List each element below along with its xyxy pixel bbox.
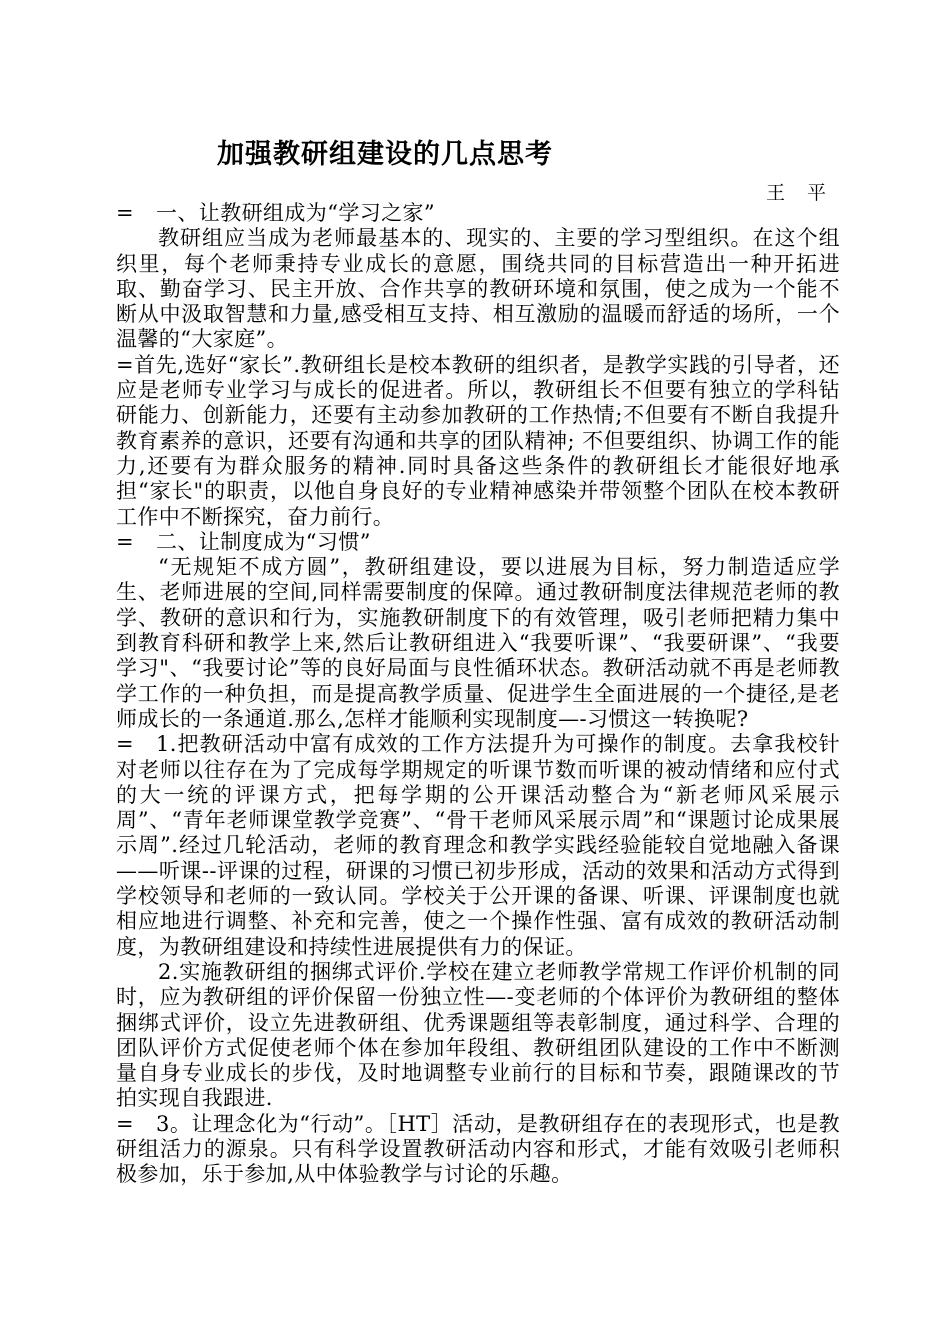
paragraph-text: 3。让理念化为“行动”。［HT］活动，是教研组存在的表现形式，也是教研组活力的源泉。只有科学设置教研活动内容和形式，才能有效吸引老师积极参加，乐于参加,从中体验教学与讨论的乐趣。 — [116, 1111, 840, 1187]
document-title: 加强教研组建设的几点思考 — [217, 139, 553, 170]
paragraph-mark: = — [116, 1111, 134, 1136]
heading-text: 一、让教研组成为“学习之家” — [156, 201, 436, 225]
paragraph-mark: = — [116, 201, 134, 225]
section-heading-1 — [116, 201, 840, 226]
paragraph-mark: = — [116, 732, 134, 757]
heading-text: 二、让制度成为“习惯” — [156, 529, 371, 554]
paragraph — [116, 1112, 840, 1188]
paragraph: “无规矩不成方圆”，教研组建设，要以进展为目标，努力制造适应学生、老师进展的空间,同样需要制度的保障。通过教研制度法律规范老师的教学、教研的意识和行为，实施教研制度下的有效管理，吸引老师把精力集中到教育科研和教学上来,然后让教研组进入“我要听课”、“我要研课”、“我要学习"、“我要讨论”等的良好局面与良性循环状态。教研活动就不再是老师教学工作的一种负担，而是提高教学质量、促进学生全面进展的一个捷径,是老师成长的一条通道.那么,怎样才能顺利实现制度—-习惯这一转换呢? — [116, 555, 840, 731]
paragraph — [116, 732, 840, 960]
paragraph: 2.实施教研组的捆绑式评价.学校在建立老师教学常规工作评价机制的同时，应为教研组的评价保留一份独立性—-变老师的个体评价为教研组的整体捆绑式评价，设立先进教研组、优秀课题组等表彰制度，通过科学、合理的团队评价方式促使老师个体在参加年段组、教研组团队建设的工作中不断测量自身专业成长的步伐，及时地调整专业前行的目标和节奏，跟随课改的节拍实现自我跟进. — [116, 959, 840, 1111]
author-name: 王 平 — [766, 182, 835, 204]
paragraph-text: 1.把教研活动中富有成效的工作方法提升为可操作的制度。去拿我校针对老师以往存在为了完成每学期规定的听课节数而听课的被动情绪和应付式的大一统的评课方式，把每学期的公开课活动整合为“新老师风采展示周”、“青年老师课堂教学竞赛”、“骨干老师风采展示周”和“课题讨论成果展示周”.经过几轮活动，老师的教育理念和教学实践经验能较自觉地融入备课——听课--评课的过程，研课的习惯已初步形成，活动的效果和活动方式得到学校领导和老师的一致认同。学校关于公开课的备课、听课、评课制度也就相应地进行调整、补充和完善，使之一个操作性强、富有成效的教研活动制度，为教研组建设和持续性进展提供有力的保证。 — [116, 732, 840, 959]
paragraph-mark: = — [116, 529, 134, 554]
document-body — [116, 201, 840, 1188]
paragraph: 教研组应当成为老师最基本的、现实的、主要的学习型组织。在这个组织里，每个老师秉持专业成长的意愿，围绕共同的目标营造出一种开拓进取、勤奋学习、民主开放、合作共享的教研环境和氛围，使之成为一个能不断从中汲取智慧和力量,感受相互支持、相互激励的温暖而舒适的场所，一个温馨的“大家庭”。 — [116, 226, 840, 352]
paragraph: =首先,选好“家长”.教研组长是校本教研的组织者，是教学实践的引导者，还应是老师专业学习与成长的促进者。所以，教研组长不但要有独立的学科钻研能力、创新能力，还要有主动参加教研的工作热情;不但要有不断自我提升教育素养的意识，还要有沟通和共享的团队精神; 不但要组织、协调工作的能力,还要有为群众服务的精神.同时具备这些条件的教研组长才能很好地承担“家长"的职责，以他自身良好的专业精神感染并带领整个团队在校本教研工作中不断探究，奋力前行。 — [116, 352, 840, 529]
section-heading-2 — [116, 530, 840, 555]
